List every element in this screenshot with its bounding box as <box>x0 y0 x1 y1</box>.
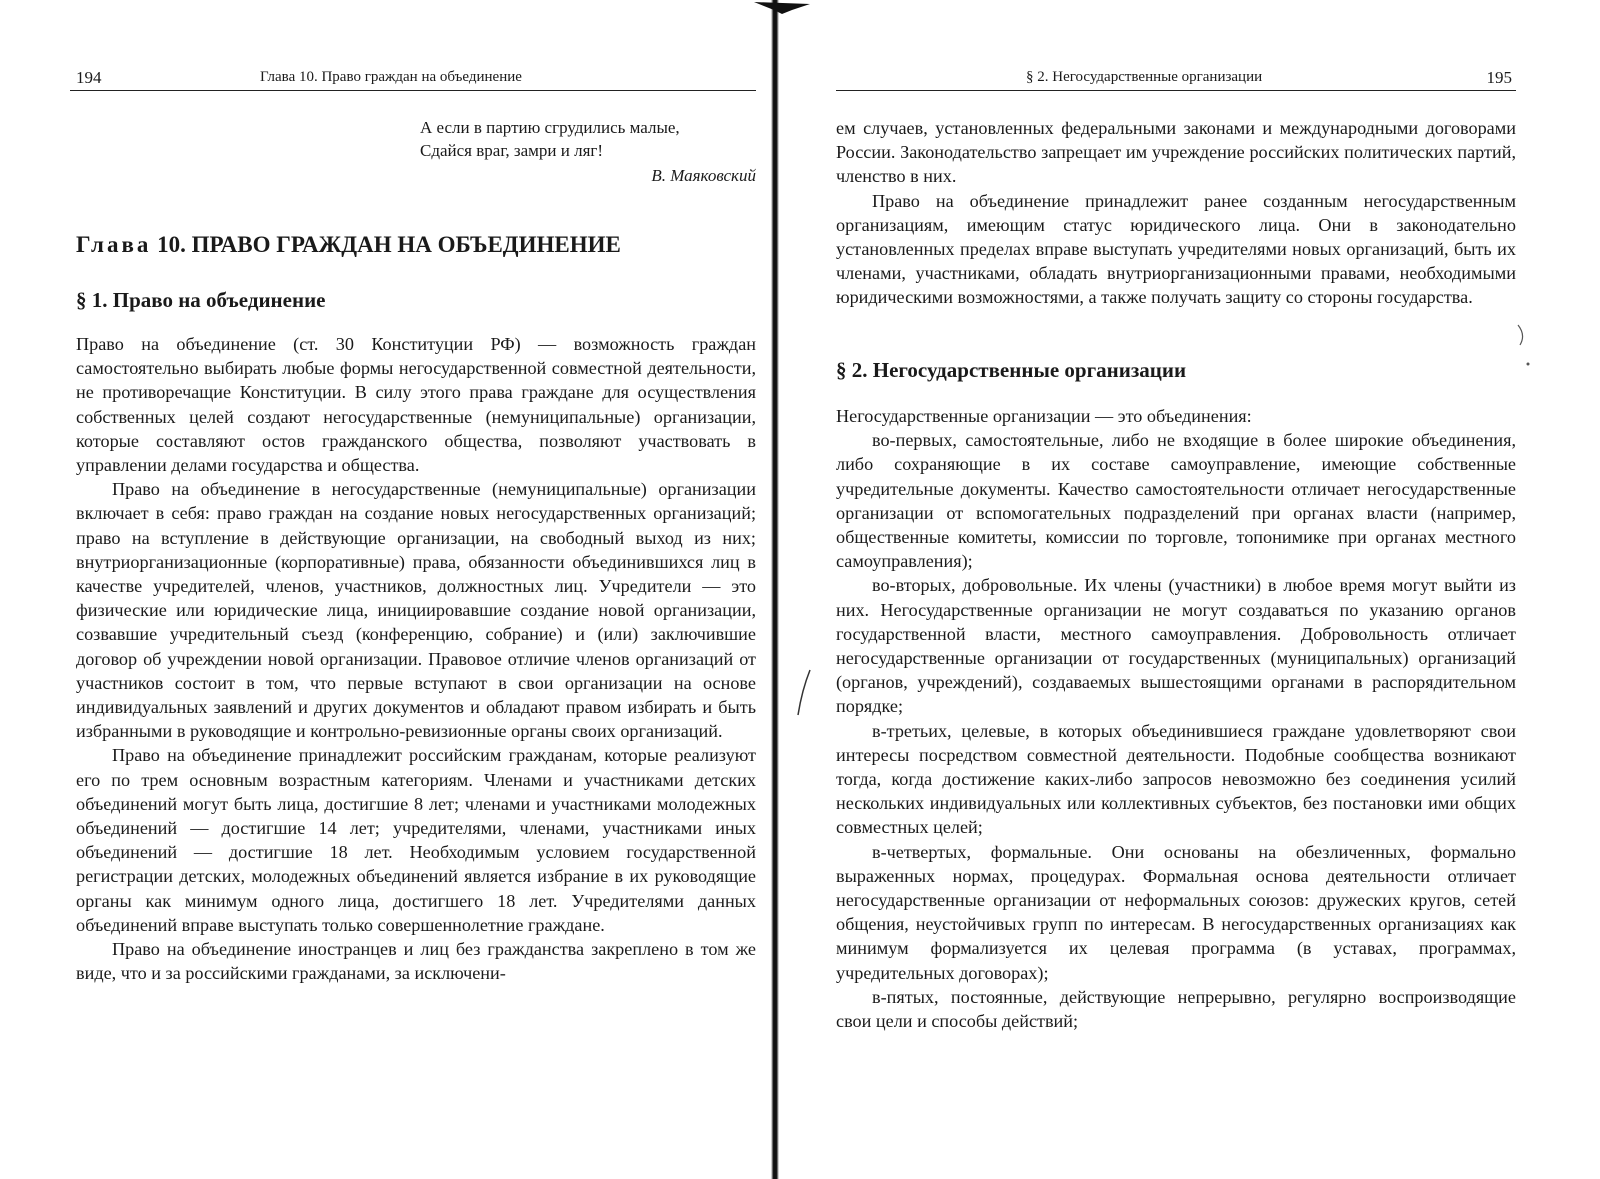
section-intro: Негосударственные организации — это объединения: <box>836 406 1252 426</box>
right-running-head <box>836 64 1516 91</box>
right-body-text-bottom <box>836 404 1516 1033</box>
paragraph: во-первых, самостоятельные, либо не входящие в более широкие объединения, либо сохраняющие в их составе самоуправление, имеющие собственные учредительные документы. Качество самостоятельности отличает негосударственные организации от вспомогательных подразделений при органах власти (например, общественные комитеты, комиссии по торговле, топонимике при органах местного самоуправления); <box>836 430 1516 572</box>
chapter-label: Глава <box>76 232 152 257</box>
right-body-text-top <box>836 116 1516 310</box>
epigraph <box>420 116 756 187</box>
pencil-margin-mark <box>790 665 820 725</box>
paragraph: во-вторых, добровольные. Их члены (участники) в любое время могут выйти из них. Негосударственные организации не могут создаваться по указанию органов государственной власти, местного самоуправления. Добровольность отличает негосударственные организации от государственных (муниципальных) организаций (органов, учреждений), создаваемых вышестоящими органами в распорядительном порядке; <box>836 575 1516 717</box>
left-page-number: 194 <box>76 68 102 87</box>
paragraph: в-четвертых, формальные. Они основаны на обезличенных, формально выраженных нормах, процедурах. Формальная основа деятельности отличает негосударственные организации от неформальных союзов: дружеских кругов, сетей общения, неустойчивых групп по интересам. В негосударственных организациях как минимум формализуется их целевая программа (в уставах, программах, учредительных договорах); <box>836 841 1516 983</box>
left-running-title: Глава 10. Право граждан на объединение <box>260 69 522 85</box>
left-page <box>70 0 756 1179</box>
paragraph: в-третьих, целевые, в которых объединившиеся граждане удовлетворяют свои интересы посредством совместной деятельности. Подобные сообщества возникают тогда, когда достижение каких-либо запросов невозможно без соединения усилий нескольких индивидуальных или коллективных субъектов, без постановки ими общих совместных целей; <box>836 720 1516 838</box>
gutter-tear-mark <box>752 0 812 40</box>
pencil-margin-mark-2 <box>1510 320 1540 380</box>
chapter-title-text: 10. ПРАВО ГРАЖДАН НА ОБЪЕДИНЕНИЕ <box>157 232 621 257</box>
epigraph-line-2: Сдайся враг, замри и ляг! <box>420 141 604 160</box>
paragraph: Право на объединение иностранцев и лиц без гражданства закреплено в том же виде, что и за российскими гражданами, за исключени- <box>76 939 756 984</box>
paragraph: Право на объединение принадлежит российским гражданам, которые реализуют его по трем основным возрастным категориям. Членами и участниками детских объединений могут быть лица, достигшие 8 лет; членами и участниками молодежных объединений — достигшие 14 лет; учредителями, членами, участниками иных объединений — достигшие 18 лет. Необходимым условием государственной регистрации детских, молодежных объединений является избрание в их руководящие органы как минимум одного лица, достигшего 18 лет. Учредителями данных объединений вправе выступать только совершеннолетние граждане. <box>76 745 756 935</box>
paragraph: в-пятых, постоянные, действующие непрерывно, регулярно воспроизводящие свои цели и способы действий; <box>836 986 1516 1032</box>
epigraph-line-1: А если в партию сгрудились малые, <box>420 118 680 137</box>
left-body-text <box>76 332 756 985</box>
paragraph: Право на объединение (ст. 30 Конституции РФ) — возможность граждан самостоятельно выбирать любые формы негосударственной совместной деятельности, не противоречащие Конституции. В силу этого права граждане для осуществления собственных целей создают негосударственные (немуниципальные) организации, которые составляют остов гражданского общества, позволяют участвовать в управлении делами государства и общества. <box>76 334 756 476</box>
left-running-head <box>70 64 756 91</box>
paragraph: Право на объединение принадлежит ранее созданным негосударственным организациям, имеющим статус юридического лица. Они в законодательно установленных пределах вправе выступать учредителями новых организаций, быть их членами, участниками, обладать внутриорганизационными правами, необходимыми юридическими возможностями, а также получать защиту со стороны государства. <box>836 190 1516 308</box>
paragraph: Право на объединение в негосударственные (немуниципальные) организации включает в себя: право граждан на создание новых негосударственных организаций; право на вступление в действующие организации, на свободный выход из них; внутриорганизационные (корпоративные) права, обязанности объединившихся лиц в качестве учредителей, членов, участников, должностных лиц. Учредители — это физические или юридические лица, инициировавшие создание новой организации, созвавшие учредительный съезд (конференцию, собрание) и (или) заключившие договор об учреждении новой организации. Правовое отличие членов организаций от участников состоит в том, что первые вступают в свои организации на основе индивидуальных заявлений и других документов и обладают правом избирать и быть избранными в руководящие и контрольно-ревизионные органы своих организаций. <box>76 479 756 742</box>
section-2-title: § 2. Негосударственные организации <box>836 358 1187 382</box>
epigraph-author: В. Маяковский <box>651 166 756 185</box>
right-running-title: § 2. Негосударственные организации <box>1026 69 1263 85</box>
chapter-title <box>76 232 756 258</box>
paragraph: ем случаев, установленных федеральными законами и международными договорами России. Законодательство запрещает им учреждение российских политических партий, членство в них. <box>836 118 1516 187</box>
right-page-number: 195 <box>1486 68 1512 87</box>
right-page <box>836 0 1516 1179</box>
book-gutter <box>771 0 779 1179</box>
section-1-title: § 1. Право на объединение <box>76 288 326 312</box>
